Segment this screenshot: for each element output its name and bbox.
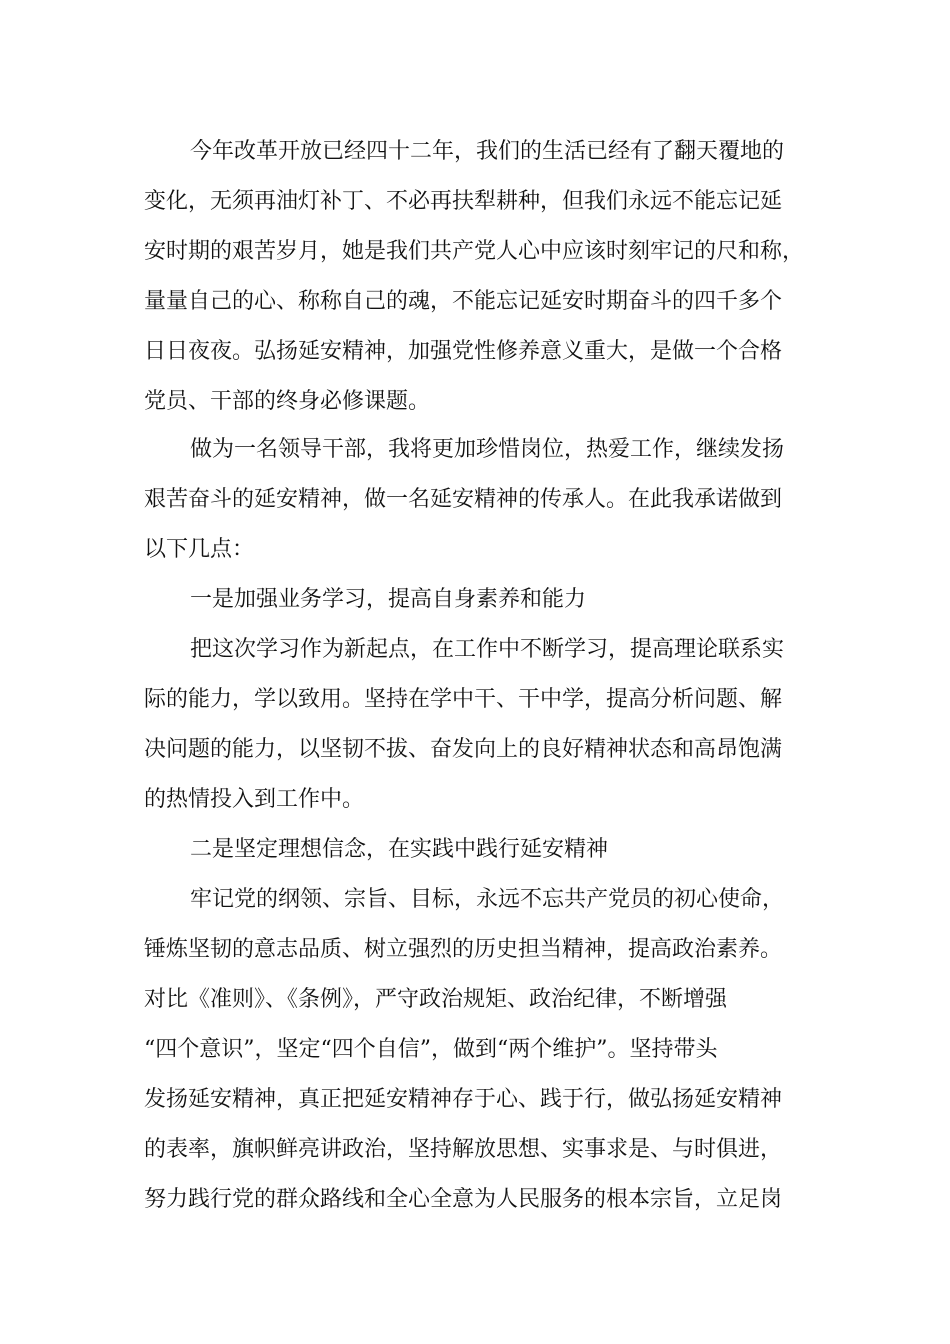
text-line: 安时期的艰苦岁月，她是我们共产党人心中应该时刻牢记的尺和称，	[144, 239, 805, 264]
text-line: “四个意识”，坚定“四个自信”，做到“两个维护”。坚持带头	[144, 1037, 718, 1062]
text-line: 党员、干部的终身必修课题。	[144, 389, 431, 414]
text-line: 锤炼坚韧的意志品质、树立强烈的历史担当精神，提高政治素养。	[144, 937, 783, 962]
text-line: 决问题的能力，以坚韧不拔、奋发向上的良好精神状态和高昂饱满	[144, 737, 783, 762]
text-line: 量量自己的心、称称自己的魂，不能忘记延安时期奋斗的四千多个	[144, 289, 783, 314]
section-heading: 二是坚定理想信念，在实践中践行延安精神	[190, 837, 609, 862]
text-line: 把这次学习作为新起点，在工作中不断学习，提高理论联系实	[190, 637, 785, 662]
text-line: 艰苦奋斗的延安精神，做一名延安精神的传承人。在此我承诺做到	[144, 487, 783, 512]
section-heading: 一是加强业务学习，提高自身素养和能力	[190, 587, 587, 612]
text-line: 牢记党的纲领、宗旨、目标，永远不忘共产党员的初心使命，	[190, 887, 785, 912]
text-line: 做为一名领导干部，我将更加珍惜岗位，热爱工作，继续发扬	[190, 437, 785, 462]
text-line: 的表率，旗帜鲜亮讲政治，坚持解放思想、实事求是、与时俱进，	[144, 1137, 783, 1162]
text-line: 努力践行党的群众路线和全心全意为人民服务的根本宗旨，立足岗	[144, 1187, 783, 1212]
text-line: 际的能力，学以致用。坚持在学中干、干中学，提高分析问题、解	[144, 687, 783, 712]
text-line: 发扬延安精神，真正把延安精神存于心、践于行，做弘扬延安精神	[144, 1087, 783, 1112]
text-line: 今年改革开放已经四十二年，我们的生活已经有了翻天覆地的	[190, 139, 785, 164]
text-line: 变化，无须再油灯补丁、不必再扶犁耕种，但我们永远不能忘记延	[144, 189, 783, 214]
text-line: 日日夜夜。弘扬延安精神，加强党性修养意义重大，是做一个合格	[144, 339, 783, 364]
text-line: 的热情投入到工作中。	[144, 787, 365, 812]
text-line: 以下几点：	[144, 537, 255, 562]
text-line: 对比《准则》、《条例》，严守政治规矩、政治纪律，不断增强	[144, 987, 728, 1012]
